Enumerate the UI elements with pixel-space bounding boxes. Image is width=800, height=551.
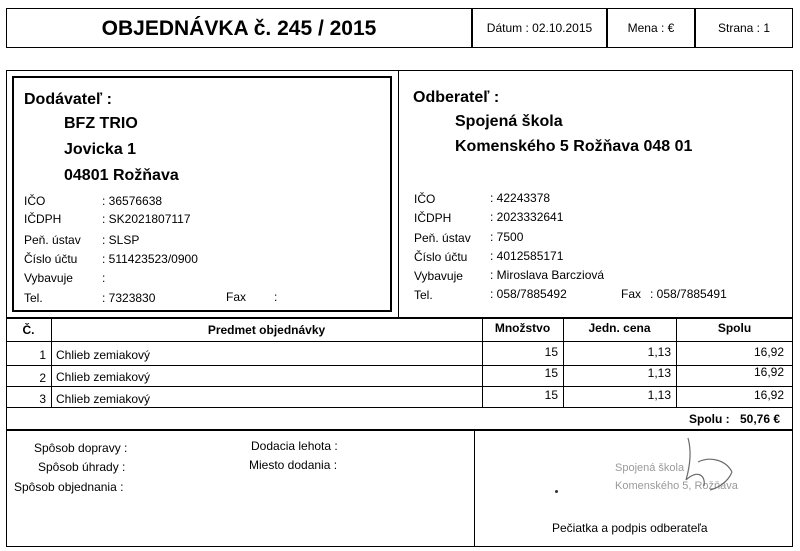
col-header-item: Predmet objednávky bbox=[207, 323, 326, 337]
row-2-item: Chlieb zemiakový bbox=[56, 370, 151, 384]
row-3-item: Chlieb zemiakový bbox=[56, 392, 151, 406]
stamp-dot bbox=[555, 490, 558, 493]
supplier-ico-label: IČO bbox=[24, 194, 46, 208]
row-2-total: 16,92 bbox=[753, 365, 784, 379]
row-1-number: 1 bbox=[39, 348, 46, 362]
table-header-line bbox=[6, 341, 793, 342]
supplier-bank-label: Peň. ústav bbox=[24, 233, 81, 247]
supplier-ico-value: : 36576638 bbox=[102, 194, 163, 208]
delivery-place-label: Miesto dodania : bbox=[249, 458, 338, 472]
customer-account-label: Číslo účtu bbox=[414, 250, 468, 264]
page-number: Strana : 1 bbox=[717, 21, 771, 35]
supplier-icdph-label: IČDPH bbox=[24, 212, 62, 226]
signature-caption: Pečiatka a podpis odberateľa bbox=[552, 521, 708, 535]
signature-icon bbox=[640, 432, 760, 502]
supplier-heading: Dodávateľ : bbox=[24, 91, 112, 108]
customer-fax-value: : 058/7885491 bbox=[650, 287, 727, 301]
supplier-contact-value: : bbox=[102, 271, 106, 285]
customer-account-value: : 4012585171 bbox=[490, 249, 564, 263]
customer-contact-value: : Miroslava Barcziová bbox=[490, 268, 605, 282]
customer-contact-label: Vybavuje bbox=[414, 269, 463, 283]
table-row-line-1 bbox=[6, 365, 793, 366]
ordering-label: Spôsob objednania : bbox=[14, 480, 124, 494]
footer-divider bbox=[474, 430, 475, 547]
customer-bank-label: Peň. ústav bbox=[414, 231, 471, 245]
sum-label: Spolu : bbox=[689, 412, 730, 426]
stamp-line-1: Spojená škola bbox=[615, 462, 685, 474]
row-2-qty: 15 bbox=[544, 366, 558, 380]
supplier-account-label: Číslo účtu bbox=[24, 252, 78, 266]
supplier-bank-value: : SLSP bbox=[102, 233, 140, 247]
col-header-number: Č. bbox=[22, 323, 35, 337]
customer-icdph-label: IČDPH bbox=[414, 211, 452, 225]
customer-bank-value: : 7500 bbox=[490, 230, 524, 244]
row-3-price: 1,13 bbox=[647, 388, 671, 402]
row-1-qty: 15 bbox=[544, 345, 558, 359]
parties-divider bbox=[398, 70, 399, 318]
supplier-tel-label: Tel. bbox=[24, 291, 43, 305]
supplier-street: Jovicka 1 bbox=[64, 141, 137, 158]
supplier-fax-value: : bbox=[274, 290, 278, 304]
supplier-tel-value: : 7323830 bbox=[102, 291, 156, 305]
table-row-line-3 bbox=[6, 407, 793, 408]
customer-name: Spojená škola bbox=[455, 113, 563, 130]
customer-tel-label: Tel. bbox=[414, 288, 433, 302]
supplier-account-value: : 511423523/0900 bbox=[102, 252, 198, 266]
row-2-number: 2 bbox=[39, 371, 46, 385]
customer-ico-value: : 42243378 bbox=[490, 191, 551, 205]
currency: Mena : € bbox=[627, 21, 675, 35]
row-1-total: 16,92 bbox=[753, 345, 784, 359]
customer-tel-value: : 058/7885492 bbox=[490, 287, 567, 301]
customer-icdph-value: : 2023332641 bbox=[490, 210, 564, 224]
supplier-fax-label: Fax bbox=[226, 290, 247, 304]
supplier-name: BFZ TRIO bbox=[64, 115, 138, 132]
row-3-qty: 15 bbox=[544, 388, 558, 402]
col-header-total: Spolu bbox=[717, 321, 752, 335]
customer-fax-label: Fax bbox=[621, 287, 642, 301]
col-header-price: Jedn. cena bbox=[588, 321, 651, 335]
customer-address: Komenského 5 Rožňava 048 01 bbox=[455, 138, 693, 155]
customer-ico-label: IČO bbox=[414, 192, 436, 206]
supplier-city: 04801 Rožňava bbox=[64, 167, 179, 184]
table-row-line-2 bbox=[6, 386, 793, 387]
sum-value: 50,76 € bbox=[740, 412, 781, 426]
payment-label: Spôsob úhrady : bbox=[38, 460, 126, 474]
row-1-item: Chlieb zemiakový bbox=[56, 348, 151, 362]
customer-heading: Odberateľ : bbox=[413, 89, 500, 106]
row-3-number: 3 bbox=[39, 392, 46, 406]
order-date: Dátum : 02.10.2015 bbox=[486, 21, 593, 35]
supplier-contact-label: Vybavuje bbox=[24, 271, 73, 285]
stamp-line-2: Komenského 5, Rožňava bbox=[615, 480, 738, 492]
transport-label: Spôsob dopravy : bbox=[34, 441, 128, 455]
col-header-qty: Množstvo bbox=[494, 321, 551, 335]
page-title: OBJEDNÁVKA č. 245 / 2015 bbox=[101, 17, 377, 40]
delivery-time-label: Dodacia lehota : bbox=[251, 439, 338, 453]
supplier-icdph-value: : SK2021807117 bbox=[102, 212, 191, 226]
row-1-price: 1,13 bbox=[647, 345, 671, 359]
row-2-price: 1,13 bbox=[647, 366, 671, 380]
row-3-total: 16,92 bbox=[753, 388, 784, 402]
